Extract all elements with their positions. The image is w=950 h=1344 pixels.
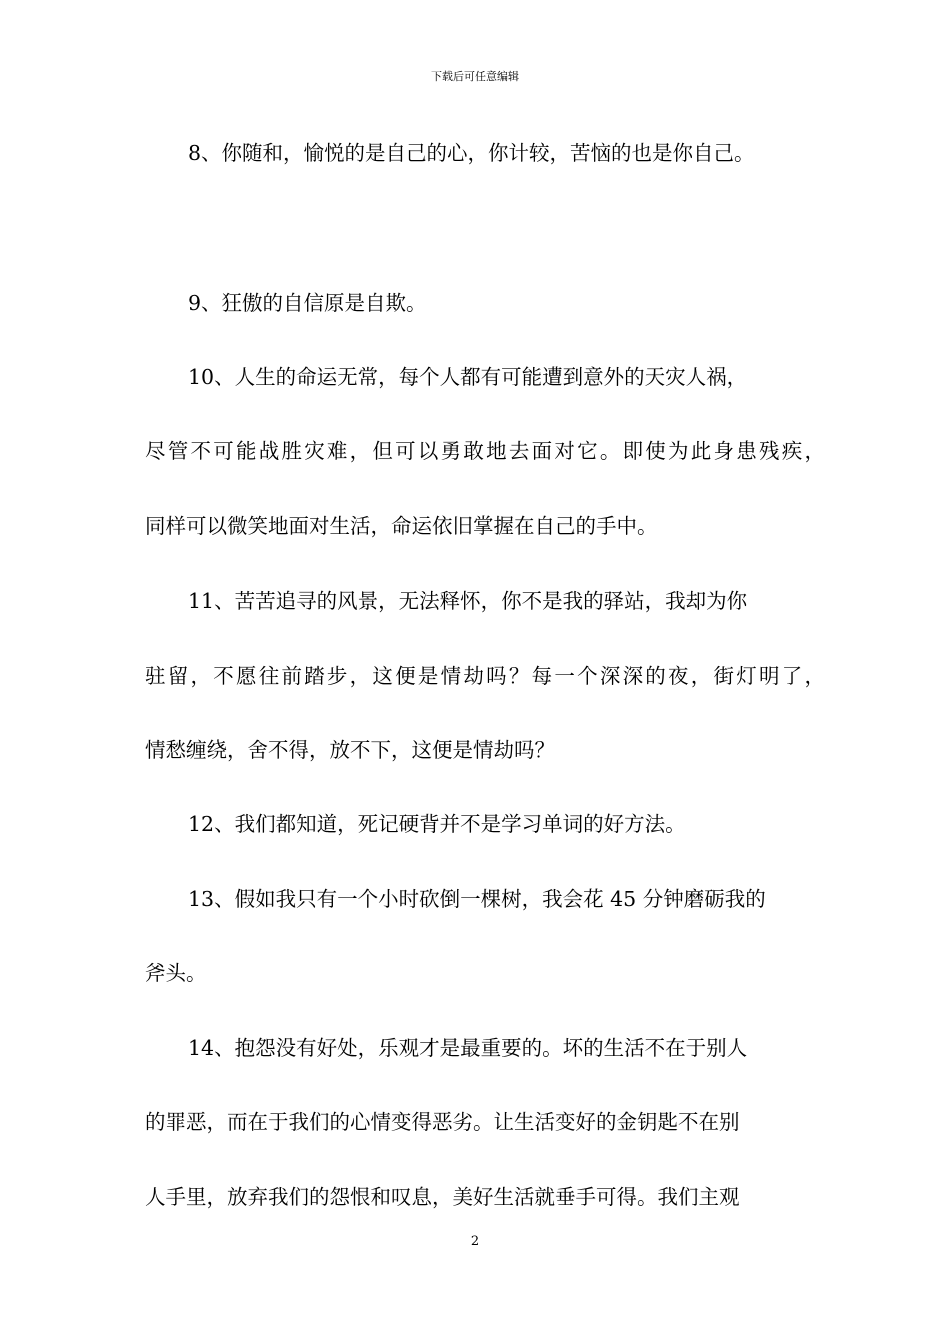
- paragraph-11-line-2: 驻留，不愿往前踏步，这便是情劫吗？每一个深深的夜，街灯明了，: [145, 664, 825, 688]
- paragraph-13-line-1: 13、假如我只有一个小时砍倒一棵树，我会花 45 分钟磨砺我的: [188, 887, 766, 911]
- paragraph-14-line-1: 14、抱怨没有好处，乐观才是最重要的。坏的生活不在于别人: [188, 1036, 748, 1060]
- paragraph-11-line-1: 11、苦苦追寻的风景，无法释怀，你不是我的驿站，我却为你: [188, 589, 748, 613]
- paragraph-14-line-3: 人手里，放弃我们的怨恨和叹息，美好生活就垂手可得。我们主观: [145, 1185, 740, 1209]
- paragraph-10-line-3: 同样可以微笑地面对生活，命运依旧掌握在自己的手中。: [145, 514, 658, 538]
- paragraph-11-line-3: 情愁缠绕，舍不得，放不下，这便是情劫吗？: [145, 738, 555, 762]
- page-number: 2: [470, 1234, 480, 1249]
- paragraph-9-line: 9、狂傲的自信原是自欺。: [188, 291, 427, 315]
- paragraph-8-line: 8、你随和，愉悦的是自己的心，你计较，苦恼的也是你自己。: [188, 141, 755, 165]
- paragraph-10-line-1: 10、人生的命运无常，每个人都有可能遭到意外的天灾人祸，: [188, 365, 748, 389]
- paragraph-14-line-2: 的罪恶，而在于我们的心情变得恶劣。让生活变好的金钥匙不在别: [145, 1110, 740, 1134]
- page-header: 下载后可任意编辑: [431, 70, 519, 83]
- paragraph-12-line: 12、我们都知道，死记硬背并不是学习单词的好方法。: [188, 812, 686, 836]
- paragraph-13-line-2: 斧头。: [145, 961, 207, 985]
- paragraph-10-line-2: 尽管不可能战胜灾难，但可以勇敢地去面对它。即使为此身患残疾，: [145, 439, 825, 463]
